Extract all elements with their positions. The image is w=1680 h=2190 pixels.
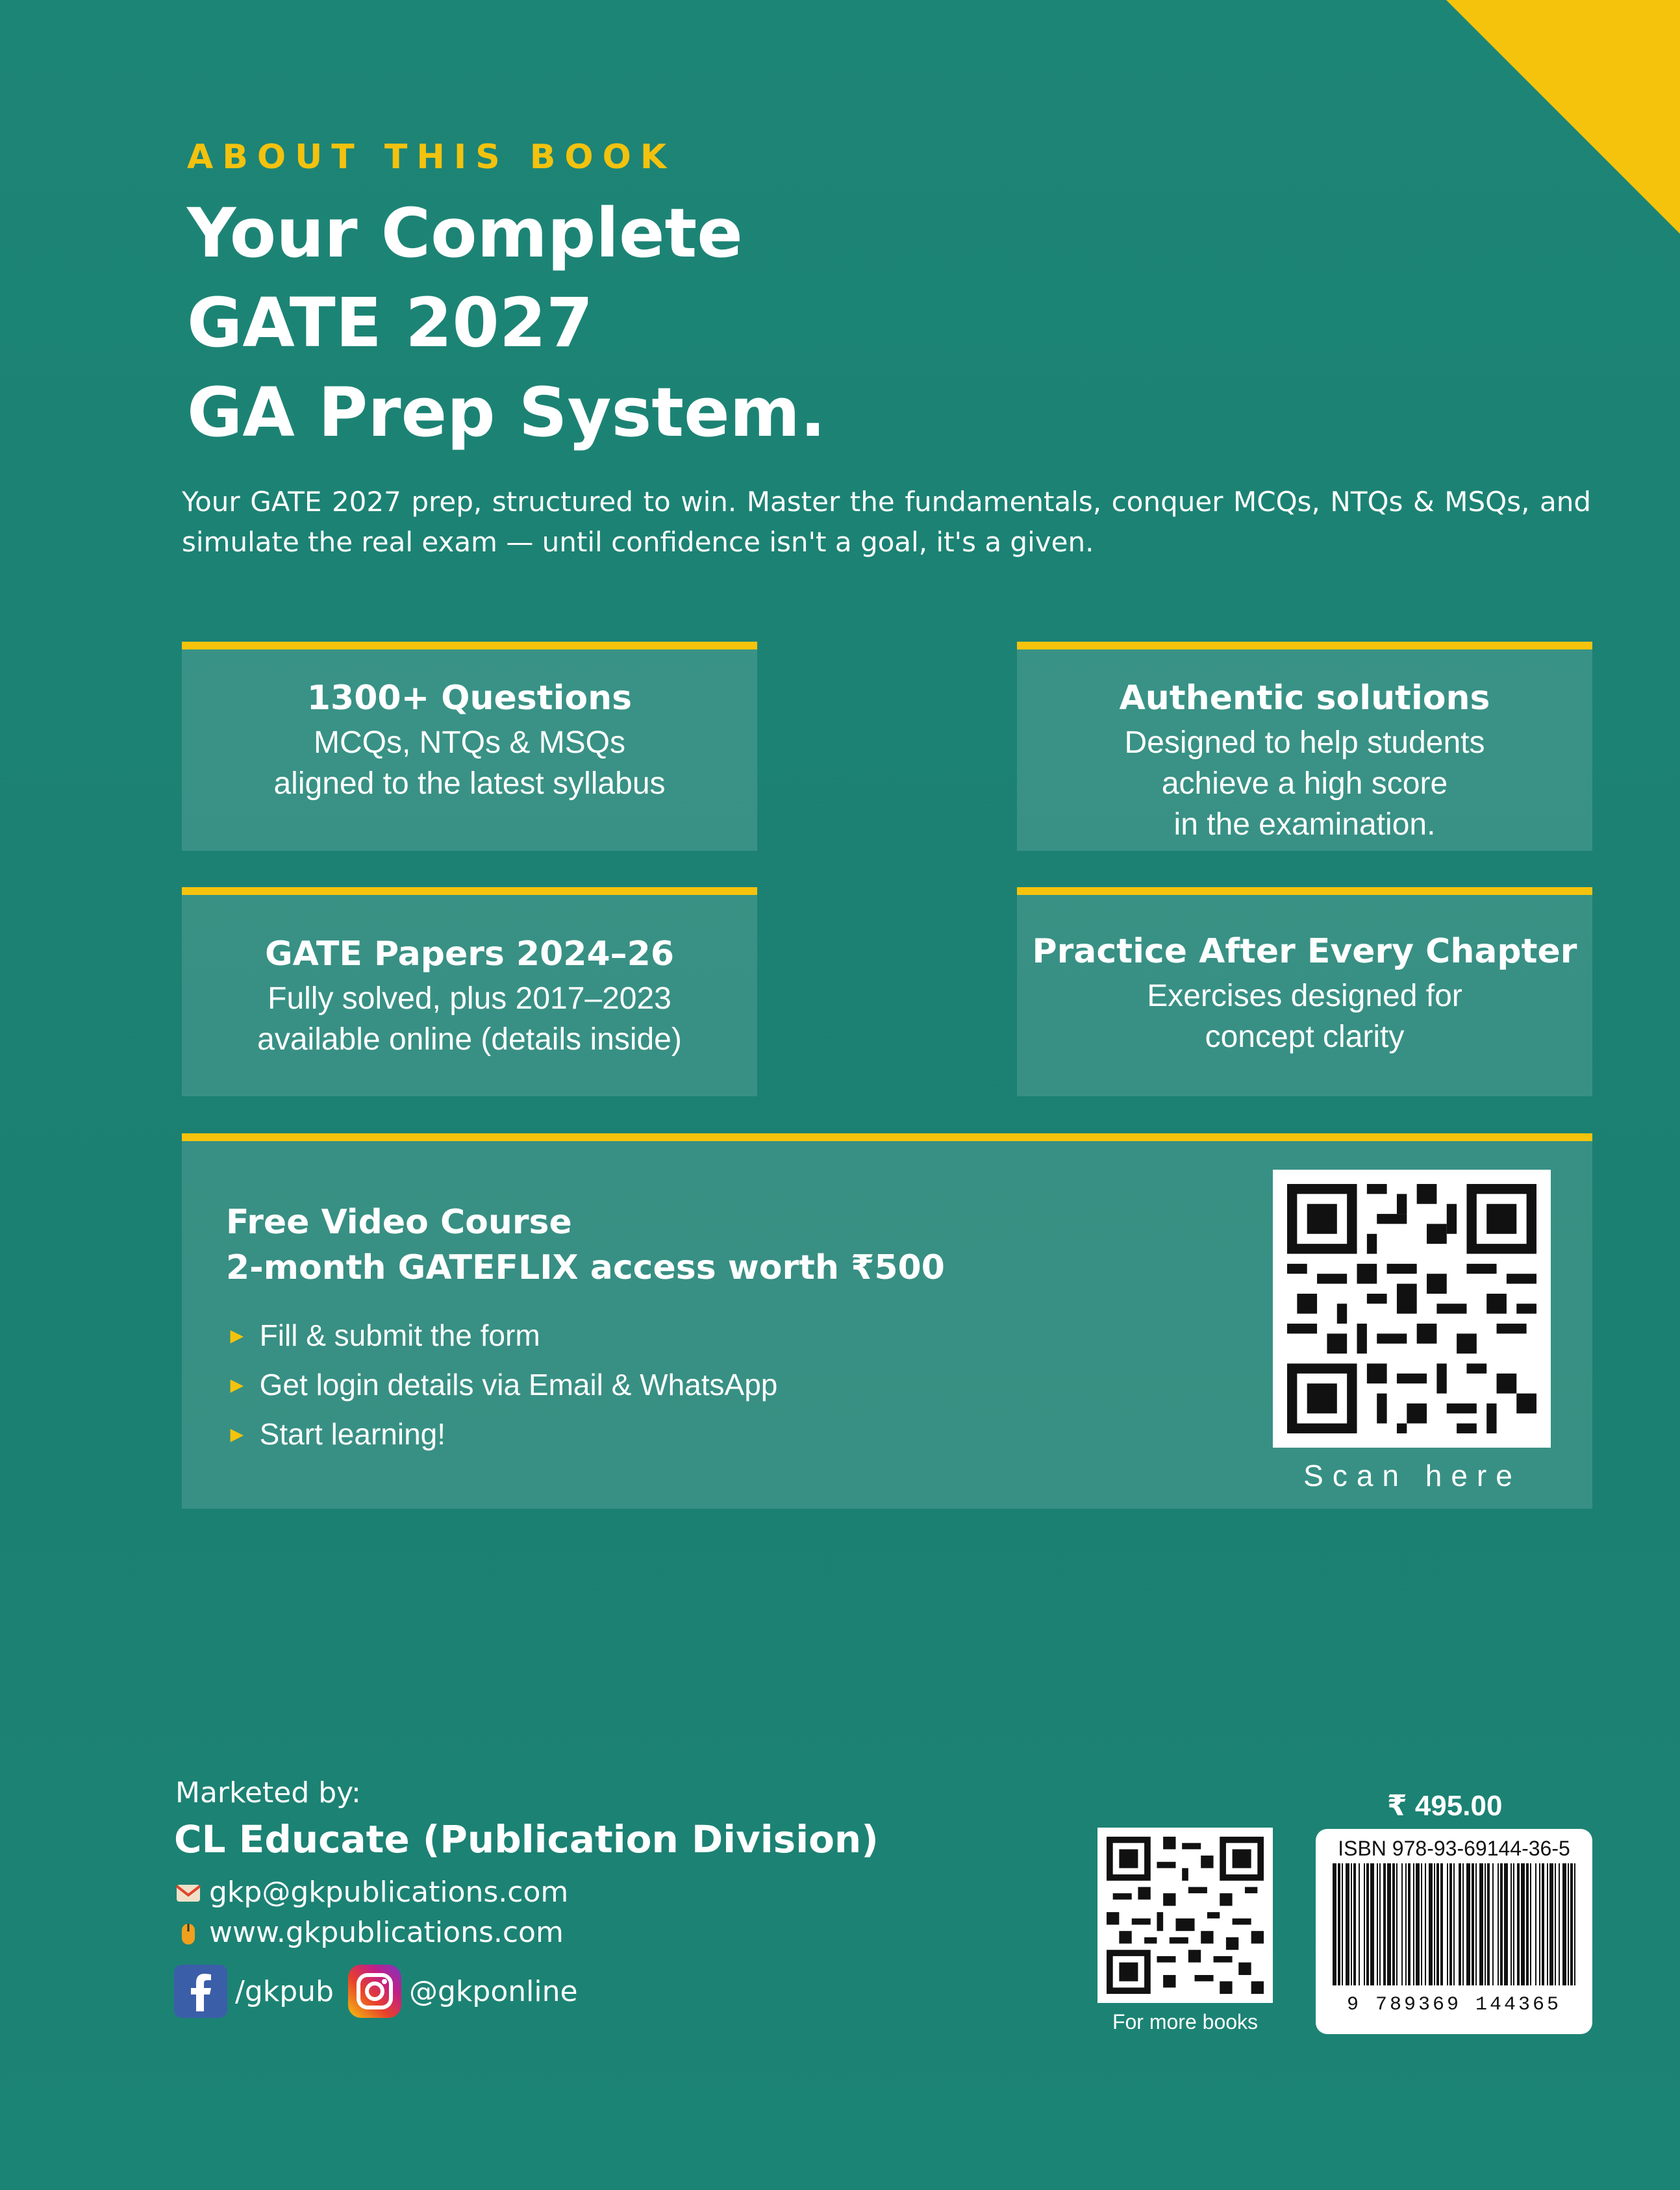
qr-code-icon bbox=[1287, 1184, 1536, 1433]
step-label: Fill & submit the form bbox=[259, 1318, 540, 1352]
feature-card-questions bbox=[182, 642, 757, 851]
facebook-handle[interactable]: /gkpub bbox=[235, 1974, 334, 2008]
isbn-barcode bbox=[1316, 1829, 1592, 2034]
list-item bbox=[226, 1361, 777, 1410]
headline-line: Your Complete bbox=[187, 194, 743, 273]
list-item bbox=[226, 1311, 777, 1361]
headline-line: GATE 2027 bbox=[187, 283, 594, 362]
video-course-title bbox=[226, 1200, 945, 1290]
barcode-digits: 9 789369 144365 bbox=[1346, 1994, 1562, 2016]
section-eyebrow: ABOUT THIS BOOK bbox=[187, 138, 676, 177]
step-label: Get login details via Email & WhatsApp bbox=[259, 1368, 778, 1402]
intro-paragraph: Your GATE 2027 prep, structured to win. Master the fundamentals, conquer MCQs, NTQs & MSQs, and simulate the real exam — until confidence isn't a goal, it's a given. bbox=[182, 486, 1591, 558]
card-line: Exercises designed for bbox=[1147, 979, 1462, 1013]
video-course-panel bbox=[182, 1133, 1592, 1509]
headline bbox=[187, 188, 825, 457]
video-title-line: 2-month GATEFLIX access worth ₹500 bbox=[226, 1248, 945, 1287]
video-title-line: Free Video Course bbox=[226, 1203, 572, 1242]
email-link[interactable]: gkp@gkpublications.com bbox=[209, 1876, 569, 1909]
more-books-label: For more books bbox=[1112, 2010, 1259, 2033]
social-links bbox=[174, 1965, 578, 2018]
card-line: available online (details inside) bbox=[257, 1022, 682, 1057]
arrow-right-icon: ► bbox=[226, 1324, 248, 1348]
card-line: concept clarity bbox=[1205, 1020, 1405, 1054]
mouse-icon bbox=[174, 1919, 203, 1947]
card-line: Designed to help students bbox=[1124, 725, 1485, 760]
more-books-qr-code[interactable] bbox=[1097, 1828, 1273, 2003]
card-line: MCQs, NTQs & MSQs bbox=[314, 725, 625, 760]
publisher-name: CL Educate (Publication Division) bbox=[174, 1817, 879, 1861]
arrow-right-icon: ► bbox=[226, 1373, 248, 1398]
card-title: 1300+ Questions bbox=[307, 679, 633, 718]
headline-line: GA Prep System. bbox=[187, 373, 826, 452]
price-label: ₹ 495.00 bbox=[1387, 1790, 1503, 1822]
list-item bbox=[226, 1410, 777, 1459]
barcode-icon bbox=[1329, 1861, 1579, 1988]
isbn-label: ISBN 978-93-69144-36-5 bbox=[1338, 1837, 1570, 1860]
feature-card-papers bbox=[182, 887, 757, 1096]
qr-code-icon bbox=[1107, 1837, 1264, 1994]
facebook-icon[interactable] bbox=[174, 1965, 227, 2018]
card-line: aligned to the latest syllabus bbox=[273, 766, 666, 801]
marketed-by-label: Marketed by: bbox=[175, 1776, 361, 1809]
scan-here-label: Scan here bbox=[1303, 1459, 1522, 1492]
course-qr-code[interactable] bbox=[1273, 1170, 1551, 1448]
card-title: GATE Papers 2024–26 bbox=[264, 935, 675, 974]
feature-card-solutions bbox=[1017, 642, 1592, 851]
instagram-handle[interactable]: @gkponline bbox=[408, 1974, 578, 2008]
website-row[interactable] bbox=[174, 1916, 564, 1949]
card-title: Authentic solutions bbox=[1119, 679, 1490, 718]
email-row[interactable] bbox=[174, 1876, 568, 1909]
card-line: achieve a high score bbox=[1161, 766, 1448, 801]
step-label: Start learning! bbox=[259, 1417, 446, 1451]
steps-list bbox=[226, 1311, 777, 1459]
card-line: in the examination. bbox=[1173, 807, 1436, 842]
email-icon bbox=[174, 1878, 203, 1907]
corner-accent bbox=[1446, 0, 1680, 234]
arrow-right-icon: ► bbox=[226, 1422, 248, 1447]
card-title: Practice After Every Chapter bbox=[1032, 932, 1577, 971]
feature-card-practice bbox=[1017, 887, 1592, 1096]
instagram-icon[interactable] bbox=[348, 1965, 401, 2018]
website-link[interactable]: www.gkpublications.com bbox=[209, 1916, 564, 1949]
card-line: Fully solved, plus 2017–2023 bbox=[268, 981, 671, 1016]
